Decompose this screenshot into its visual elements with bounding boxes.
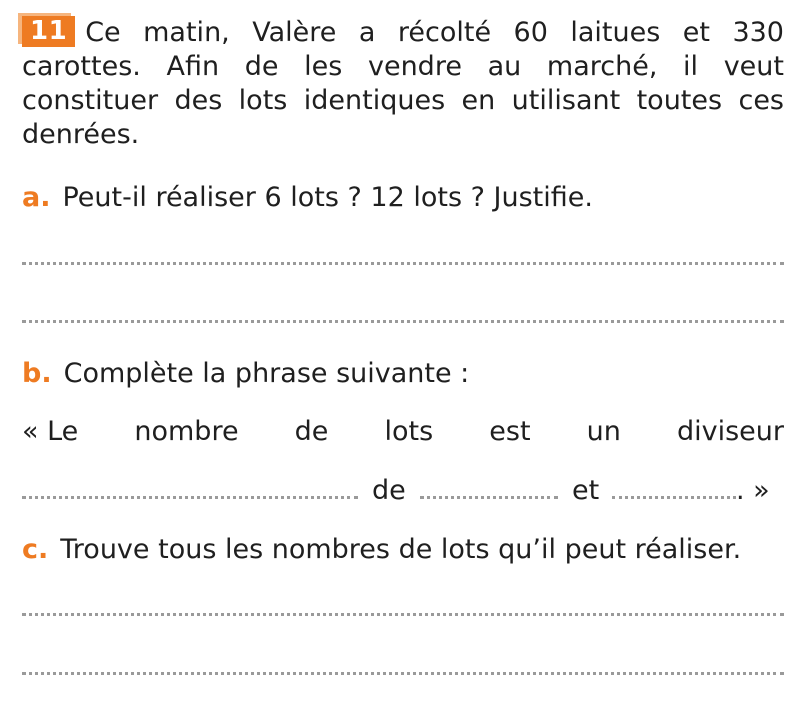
blank-1[interactable] (22, 496, 358, 499)
question-c-letter: c. (22, 534, 49, 565)
sentence-word: diviseur (676, 416, 784, 447)
sentence-word: « Le (22, 416, 79, 447)
question-c (22, 533, 784, 567)
word-et: et (572, 475, 600, 506)
question-b (22, 357, 784, 391)
sentence-word: est (489, 416, 531, 447)
sentence-line (22, 415, 784, 449)
answer-line-c1[interactable] (22, 613, 784, 616)
question-a-letter: a. (22, 182, 51, 213)
intro-text: Ce matin, Valère a récolté 60 laitues et 330 carottes. Afin de les vendre au marché, il veut constituer des lots identiques en utilisant toutes ces denrées. (22, 17, 784, 150)
sentence-word: lots (384, 416, 434, 447)
question-b-letter: b. (22, 358, 52, 389)
answer-line-a2[interactable] (22, 320, 784, 323)
sentence-word: un (586, 416, 621, 447)
exercise-number-badge: 11 (22, 16, 75, 47)
question-a (22, 181, 784, 215)
question-a-text: Peut-il réaliser 6 lots ? 12 lots ? Justifie. (62, 182, 593, 213)
exercise-11 (22, 0, 784, 718)
blank-2[interactable] (420, 496, 558, 499)
sentence-word: de (294, 416, 329, 447)
sentence-word: nombre (134, 416, 239, 447)
fill-in-row (22, 474, 784, 508)
exercise-intro (22, 16, 784, 152)
question-c-text: Trouve tous les nombres de lots qu’il peut réaliser. (60, 534, 742, 565)
answer-line-a1[interactable] (22, 262, 784, 265)
answer-line-c2[interactable] (22, 672, 784, 675)
blank-3[interactable] (612, 496, 736, 499)
question-b-text: Complète la phrase suivante : (63, 358, 470, 389)
word-de: de (372, 475, 406, 506)
closing-quote: . » (736, 475, 770, 506)
